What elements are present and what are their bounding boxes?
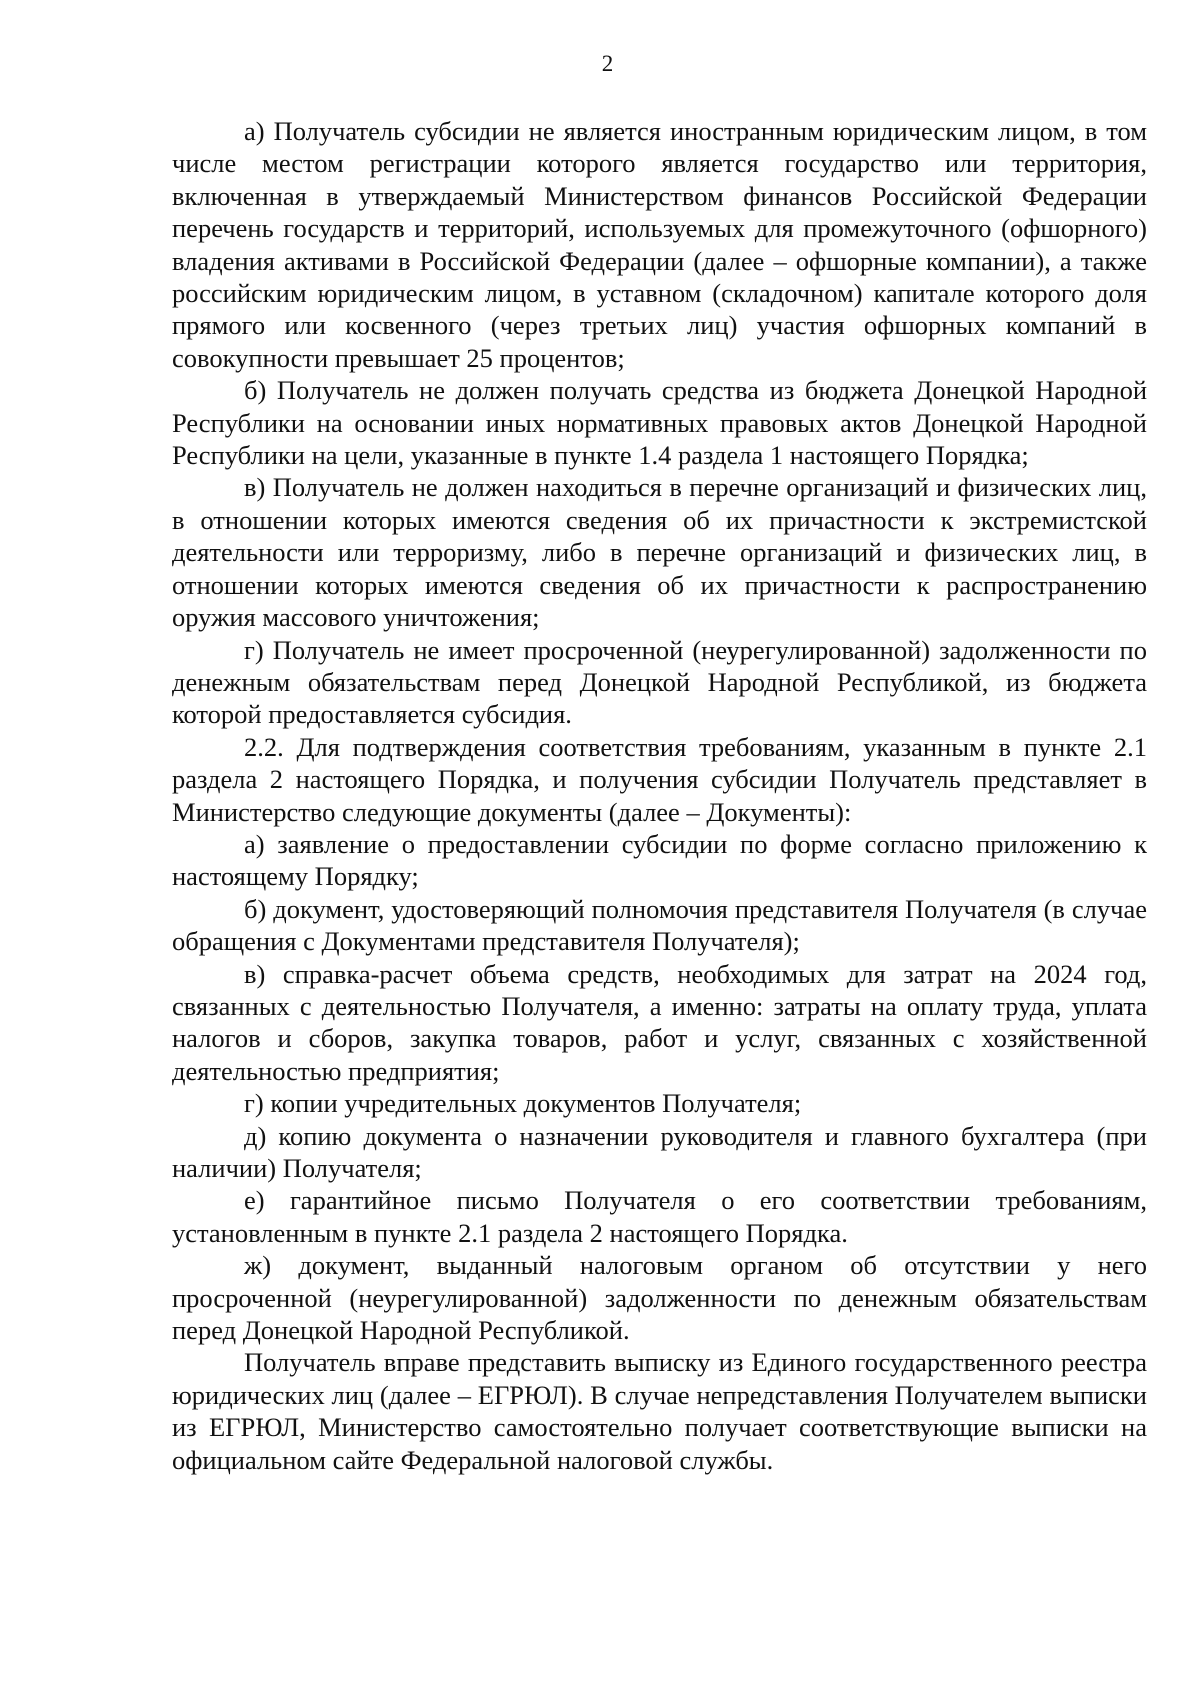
list-item-v-calculation: в) справка-расчет объема средств, необходимых для затрат на 2024 год, связанных с деятельностью Получателя, а именно: затраты на оплату труда, уплата налогов и сборов, закупка товаров, работ и услуг, связанных с хозяйственной деятельностью предприятия; [172,958,1147,1086]
page-number: 2 [601,51,614,76]
list-item-zh-tax-certificate: ж) документ, выданный налоговым органом об отсутствии у него просроченной (неурегулированной) задолженности по денежным обязательствам перед Донецкой Народной Республикой. [172,1250,1147,1346]
paragraph-egrul-extract: Получатель вправе представить выписку из Единого государственного реестра юридических лиц (далее – ЕГРЮЛ). В случае непредставления Получателем выписки из ЕГРЮЛ, Министерство самостоятельно получает соответствующие выписки на официальном сайте Федеральной налоговой службы. [172,1347,1147,1475]
paragraph-a-offshore: а) Получатель субсидии не является иностранным юридическим лицом, в том числе местом регистрации которого является государство или территория, включенная в утверждаемый Министерством финансов Российской Федерации перечень государств и территорий, используемых для промежуточного (офшорного) владения активами в Российской Федерации (далее – офшорные компании), а также российским юридическим лицом, в уставном (складочном) капитале которого доля прямого или косвенного (через третьих лиц) участия офшорных компаний в совокупности превышает 25 процентов; [172,116,1147,373]
paragraph-2-2-documents: 2.2. Для подтверждения соответствия требованиям, указанным в пункте 2.1 раздела 2 настоящего Порядка, и получения субсидии Получатель представляет в Министерство следующие документы (далее – Документы): [172,731,1147,827]
list-item-a-application: а) заявление о предоставлении субсидии по форме согласно приложению к настоящему Порядку; [172,828,1147,892]
document-body [172,115,1147,1476]
paragraph-g-overdue-debt: г) Получатель не имеет просроченной (неурегулированной) задолженности по денежным обязательствам перед Донецкой Народной Республикой, из бюджета которой предоставляется субсидия. [172,634,1147,730]
list-item-g-founding-documents: г) копии учредительных документов Получателя; [244,1088,802,1119]
list-item-e-guarantee-letter: е) гарантийное письмо Получателя о его соответствии требованиям, установленным в пункте 2.1 раздела 2 настоящего Порядка. [172,1185,1147,1248]
list-item-d-appointment-document: д) копию документа о назначении руководителя и главного бухгалтера (при наличии) Получателя; [172,1120,1147,1183]
list-item-b-authority-document: б) документ, удостоверяющий полномочия представителя Получателя (в случае обращения с Документами представителя Получателя); [172,893,1147,957]
paragraph-v-extremism-list: в) Получатель не должен находиться в перечне организаций и физических лиц, в отношении которых имеются сведения об их причастности к экстремистской деятельности или терроризму, либо в перечне организаций и физических лиц, в отношении которых имеются сведения об их причастности к распространению оружия массового уничтожения; [172,472,1147,633]
paragraph-b-budget-funds: б) Получатель не должен получать средства из бюджета Донецкой Народной Республики на основании иных нормативных правовых актов Донецкой Народной Республики на цели, указанные в пункте 1.4 раздела 1 настоящего Порядка; [172,375,1147,471]
